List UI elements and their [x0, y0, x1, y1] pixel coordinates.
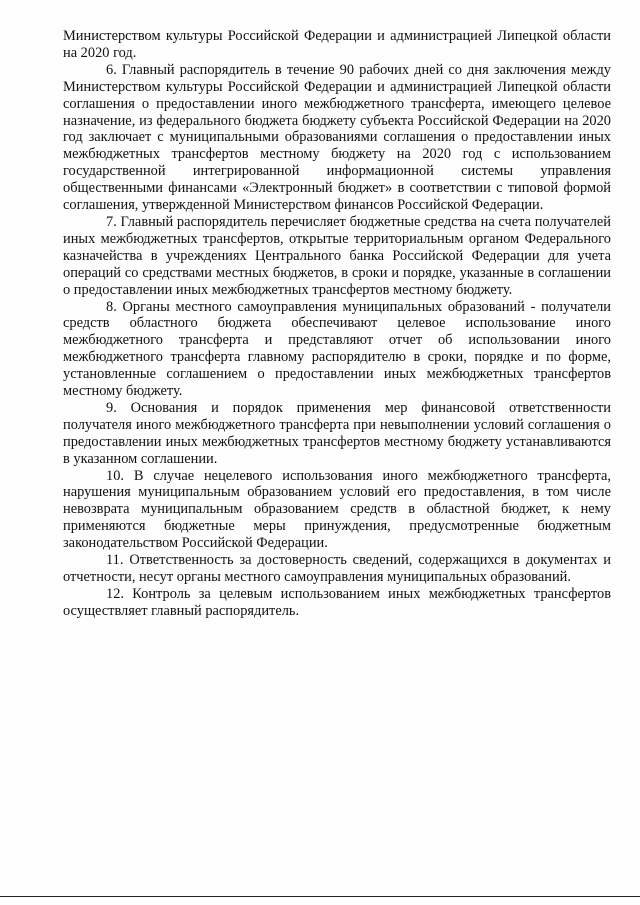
paragraph-7: 7. Главный распорядитель перечисляет бюджетные средства на счета получателей иных межбюджетных трансфертов, открытые территориальным органом Федерального казначейства в учреждениях Центрального банка Российской Федерации для учета операций со средствами местных бюджетов, в сроки и порядке, указанные в соглашении о предоставлении иных межбюджетных трансфертов местному бюджету.: [63, 213, 611, 298]
page-bottom-rule: [0, 896, 640, 897]
paragraph-continuation: Министерством культуры Российской Федерации и администрацией Липецкой области на 2020 год.: [63, 28, 611, 61]
document-body: [63, 28, 611, 620]
paragraph-10: 10. В случае нецелевого использования иного межбюджетного трансферта, нарушения муниципальным образованием условий его предоставления, в том числе невозврата муниципальным образованием средств в областной бюджет, к нему применяются бюджетные меры принуждения, предусмотренные бюджетным законодательством Российской Федерации.: [63, 467, 611, 552]
paragraph-11: 11. Ответственность за достоверность сведений, содержащихся в документах и отчетности, несут органы местного самоуправления муниципальных образований.: [63, 552, 611, 585]
paragraph-12: 12. Контроль за целевым использованием иных межбюджетных трансфертов осуществляет главный распорядитель.: [63, 585, 611, 619]
paragraph-9: 9. Основания и порядок применения мер финансовой ответственности получателя иного межбюджетного трансферта при невыполнении условий соглашения о предоставлении иных межбюджетных трансфертов местному бюджету устанавливаются в указанном соглашении.: [63, 399, 611, 467]
paragraph-8: 8. Органы местного самоуправления муниципальных образований - получатели средств областного бюджета обеспечивают целевое использование иного межбюджетного трансферта и представляют отчет об использовании иного межбюджетного трансферта главному распорядителю в сроки, порядке и по форме, установленные соглашением о предоставлении иных межбюджетных трансфертов местному бюджету.: [63, 298, 611, 400]
paragraph-6: 6. Главный распорядитель в течение 90 рабочих дней со дня заключения между Министерством культуры Российской Федерации и администрацией Липецкой области соглашения о предоставлении иного межбюджетного трансферта, имеющего целевое назначение, из федерального бюджета бюджету субъекта Российской Федерации на 2020 год заключает с муниципальными образованиями соглашения о предоставлении иных межбюджетных трансфертов местному бюджету на 2020 год с использованием государственной интегрированной информационной системы управления общественными финансами «Электронный бюджет» в соответствии с типовой формой соглашения, утвержденной Министерством финансов Российской Федерации.: [63, 61, 611, 214]
